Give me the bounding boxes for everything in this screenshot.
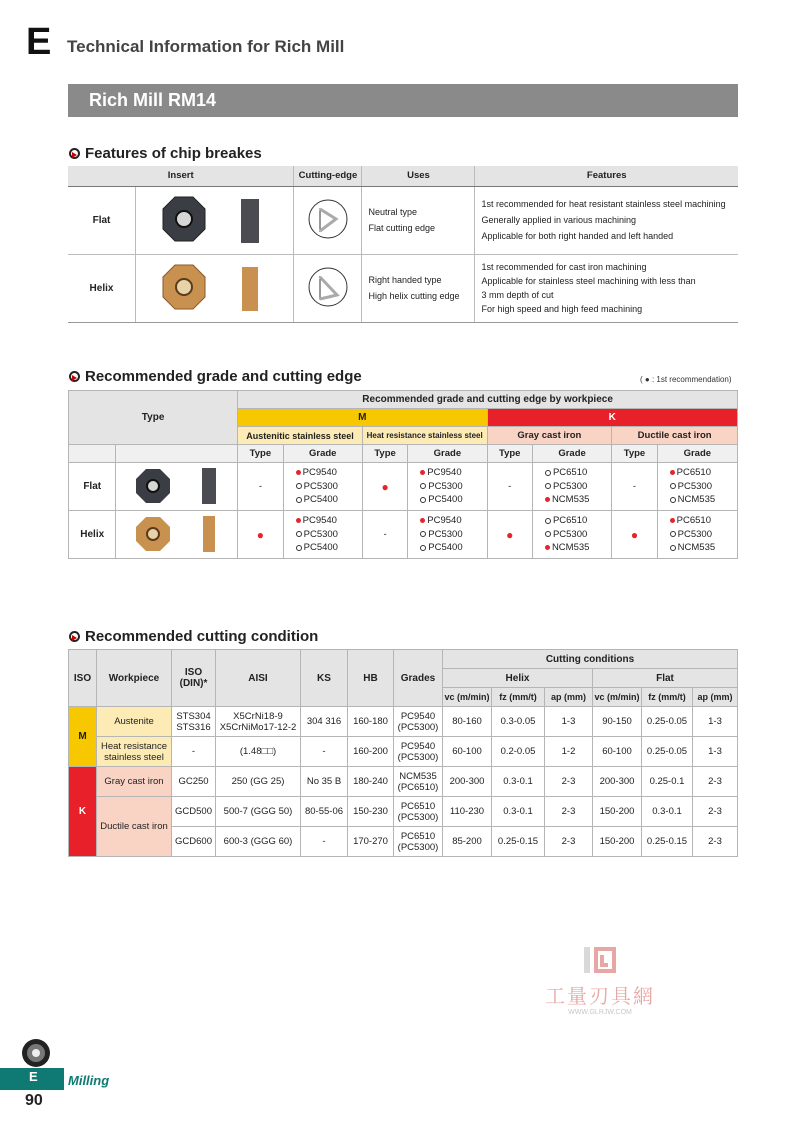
sub-header: Heat resistance stainless steel [362,427,487,445]
type-mark: - [612,463,657,511]
col-header: Uses [362,166,475,186]
aisi: 500-7 (GGG 50) [216,797,301,827]
row-type: Flat [69,463,116,511]
features-cell [475,186,738,254]
col-type: Type [487,445,532,463]
iso-din: STS304 STS316 [172,707,216,737]
section-bullet-icon [69,631,80,642]
grade-table [68,390,738,559]
flat-vc: 90-150 [593,707,642,737]
section-title: Features of chip breakes [85,145,262,162]
iso-m: M [69,707,97,767]
ks: - [301,827,348,857]
helix-ap: 2-3 [545,767,593,797]
sub-header: Gray cast iron [487,427,612,445]
flat-fz: 0.25-0.15 [642,827,693,857]
grade-line: PC5400 [408,493,486,507]
chapter-title: Technical Information for Rich Mill [67,37,345,56]
insert-image-flat [116,463,238,511]
col-header: HB [348,650,394,707]
feature-line: Applicable for both right handed and left handed [481,231,674,241]
col-type: Type [238,445,283,463]
grade-line: PC5400 [284,541,362,555]
col-type: Type [612,445,657,463]
feature-line: 1st recommended for heat resistant stainless steel machining [481,199,726,209]
helix-vc: 85-200 [443,827,492,857]
grade-line: PC9540 [284,514,362,528]
watermark-logo-icon [580,945,620,975]
grade-line: PC5300 [658,528,737,542]
section-bullet-icon [69,148,80,159]
helix-ap: 1-2 [545,737,593,767]
helix-vc: 110-230 [443,797,492,827]
workpiece: Ductile cast iron [97,797,172,857]
cutting-edge-flat [294,186,362,254]
row-type: Flat [68,186,136,254]
col-type: Type [362,445,407,463]
helix-fz: 0.3-0.1 [492,767,545,797]
workpiece: Heat resistance stainless steel [97,737,172,767]
flat-vc: 200-300 [593,767,642,797]
use-line: Neutral type [368,207,417,217]
page-number: 90 [25,1092,43,1109]
col-header: Helix [443,669,593,688]
watermark-text: 工量刃具網 [545,984,655,1008]
helix-ap: 2-3 [545,797,593,827]
col-header: vc (m/min) [593,688,642,707]
col-header: Cutting-edge [294,166,362,186]
col-header: vc (m/min) [443,688,492,707]
grade-cell [532,463,611,511]
section-bullet-icon [69,371,80,382]
col-header: ap (mm) [693,688,738,707]
flat-vc: 60-100 [593,737,642,767]
grade-cell [657,511,737,559]
iso-din: GCD600 [172,827,216,857]
helix-ap: 2-3 [545,827,593,857]
grades: PC6510 (PC5300) [394,827,443,857]
iso-din: GCD500 [172,797,216,827]
grade-line: PC9540 [408,514,486,528]
grade-line: NCM535 [658,493,737,507]
col-header: ap (mm) [545,688,593,707]
workpiece-header: Recommended grade and cutting edge by workpiece [238,391,738,409]
feature-line: Applicable for stainless steel machining with less than [481,276,696,286]
col-header: Insert [68,166,294,186]
grades: PC9540 (PC5300) [394,707,443,737]
col-header: AISI [216,650,301,707]
watermark-url: WWW.GLRJW.COM [568,1009,632,1016]
row-type: Helix [68,254,136,322]
feature-line: 1st recommended for cast iron machining [481,262,647,272]
grade-line: PC9540 [284,466,362,480]
type-mark: ● [612,511,657,559]
grade-line: PC5400 [284,493,362,507]
flat-insert-icon [122,463,232,507]
grades: PC9540 (PC5300) [394,737,443,767]
col-header: fz (mm/t) [492,688,545,707]
grade-line: PC6510 [533,466,611,480]
grade-line: PC9540 [408,466,486,480]
helix-insert-icon [122,511,232,555]
helix-vc: 80-160 [443,707,492,737]
iso-din: GC250 [172,767,216,797]
aisi: (1.48□□) [216,737,301,767]
col-grade: Grade [408,445,487,463]
workpiece: Gray cast iron [97,767,172,797]
col-header: ISO [69,650,97,707]
grade-cell [408,463,487,511]
row-type: Helix [69,511,116,559]
aisi: X5CrNi18-9 X5CrNiMo17-12-2 [216,707,301,737]
col-grade: Grade [657,445,737,463]
grade-line: PC5300 [408,480,486,494]
section-heading [69,628,318,645]
hb: 170-270 [348,827,394,857]
group-k: K [487,409,738,427]
type-mark: - [487,463,532,511]
col-header: KS [301,650,348,707]
col-header: Workpiece [97,650,172,707]
ks: 304 316 [301,707,348,737]
col-header: fz (mm/t) [642,688,693,707]
helix-fz: 0.3-0.1 [492,797,545,827]
group-m: M [238,409,487,427]
sub-header: Austenitic stainless steel [238,427,363,445]
helix-ap: 1-3 [545,707,593,737]
section-title: Recommended grade and cutting edge [85,368,362,385]
col-grade: Grade [532,445,611,463]
flat-ap: 1-3 [693,737,738,767]
grade-cell [532,511,611,559]
grade-line: PC6510 [658,466,737,480]
footer-section: Milling [68,1073,110,1088]
type-mark: ● [238,511,283,559]
col-header: Grades [394,650,443,707]
type-mark: - [362,511,407,559]
milling-cutter-icon [20,1037,52,1069]
type-header: Type [69,391,238,445]
spacer [69,445,116,463]
workpiece: Austenite [97,707,172,737]
section-heading [69,368,362,385]
flat-vc: 150-200 [593,797,642,827]
watermark [530,945,670,1016]
flat-edge-icon [306,197,350,241]
grade-line: PC5300 [284,480,362,494]
col-grade: Grade [283,445,362,463]
grade-line: NCM535 [533,541,611,555]
aisi: 250 (GG 25) [216,767,301,797]
insert-image-helix [116,511,238,559]
helix-fz: 0.25-0.15 [492,827,545,857]
chapter-letter: E [26,21,52,63]
grades: NCM535 (PC6510) [394,767,443,797]
use-line: High helix cutting edge [368,291,460,301]
type-mark: ● [487,511,532,559]
grade-line: PC5300 [408,528,486,542]
grade-line: PC5400 [408,541,486,555]
hb: 160-180 [348,707,394,737]
flat-ap: 2-3 [693,767,738,797]
recommendation-note: ( ● : 1st recommendation) [640,375,732,384]
flat-vc: 150-200 [593,827,642,857]
helix-fz: 0.2-0.05 [492,737,545,767]
ks: No 35 B [301,767,348,797]
type-mark: ● [362,463,407,511]
grade-cell [408,511,487,559]
grades: PC6510 (PC5300) [394,797,443,827]
col-header: Features [475,166,738,186]
section-title: Recommended cutting condition [85,628,319,645]
flat-fz: 0.25-0.05 [642,707,693,737]
flat-ap: 1-3 [693,707,738,737]
uses-cell [362,186,475,254]
grade-line: NCM535 [533,493,611,507]
helix-vc: 200-300 [443,767,492,797]
flat-fz: 0.25-0.1 [642,767,693,797]
type-mark: - [238,463,283,511]
grade-cell [657,463,737,511]
flat-ap: 2-3 [693,827,738,857]
col-header: Flat [593,669,738,688]
feature-line: For high speed and high feed machining [481,304,643,314]
helix-insert-icon [145,257,285,317]
flat-fz: 0.25-0.05 [642,737,693,767]
grade-line: PC6510 [658,514,737,528]
grade-line: PC6510 [533,514,611,528]
ks: - [301,737,348,767]
use-line: Right handed type [368,275,442,285]
col-header: ISO (DIN)* [172,650,216,707]
feature-line: Generally applied in various machining [481,215,637,225]
grade-line: PC5300 [533,528,611,542]
grade-cell [283,463,362,511]
sub-header: Ductile cast iron [612,427,738,445]
col-header: Cutting conditions [443,650,738,669]
use-line: Flat cutting edge [368,223,436,233]
chip-breaker-table [68,166,738,323]
grade-cell [283,511,362,559]
grade-line: NCM535 [658,541,737,555]
helix-edge-icon [306,265,350,309]
footer-tab-letter: E [29,1069,38,1084]
insert-image-helix [136,254,294,322]
spacer [116,445,238,463]
hb: 160-200 [348,737,394,767]
helix-fz: 0.3-0.05 [492,707,545,737]
flat-insert-icon [145,189,285,249]
uses-cell [362,254,475,322]
hb: 150-230 [348,797,394,827]
cutting-condition-table [68,649,738,857]
insert-image-flat [136,186,294,254]
helix-vc: 60-100 [443,737,492,767]
feature-line: 3 mm depth of cut [481,290,554,300]
grade-line: PC5300 [658,480,737,494]
iso-din: - [172,737,216,767]
iso-k: K [69,767,97,857]
section-heading [69,145,262,162]
hb: 180-240 [348,767,394,797]
cutting-edge-helix [294,254,362,322]
features-cell [475,254,738,322]
grade-line: PC5300 [533,480,611,494]
ks: 80-55-06 [301,797,348,827]
flat-ap: 2-3 [693,797,738,827]
banner-title: Rich Mill RM14 [89,90,217,110]
flat-fz: 0.3-0.1 [642,797,693,827]
aisi: 600-3 (GGG 60) [216,827,301,857]
grade-line: PC5300 [284,528,362,542]
